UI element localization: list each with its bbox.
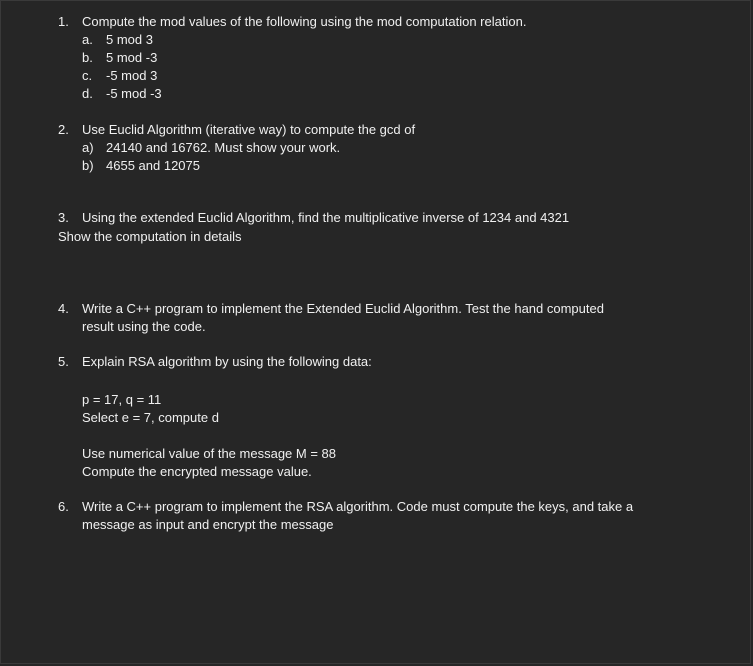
item-marker: b) xyxy=(82,158,94,173)
question-text: Explain RSA algorithm by using the following data: xyxy=(82,354,372,369)
item-text: 24140 and 16762. Must show your work. xyxy=(106,140,341,155)
item-marker: b. xyxy=(82,50,93,65)
item-text: -5 mod 3 xyxy=(106,68,158,83)
question-text: Write a C++ program to implement the Extended Euclid Algorithm. Test the hand computed xyxy=(82,301,604,316)
question-text-continued: message as input and encrypt the message xyxy=(82,517,334,532)
question-text-continued: result using the code. xyxy=(82,319,206,334)
question-number: 2. xyxy=(58,122,69,137)
question-number: 5. xyxy=(58,354,69,369)
question-text: Using the extended Euclid Algorithm, find the multiplicative inverse of 1234 and 4321 xyxy=(82,210,570,225)
item-text: -5 mod -3 xyxy=(106,86,162,101)
question-number: 4. xyxy=(58,301,69,316)
given-values: p = 17, q = 11 xyxy=(82,392,162,407)
question-text-continued: Show the computation in details xyxy=(58,229,242,244)
item-marker: a) xyxy=(82,140,94,155)
item-marker: a. xyxy=(82,32,93,47)
question-number: 6. xyxy=(58,499,69,514)
question-number: 3. xyxy=(58,210,69,225)
given-instruction: Select e = 7, compute d xyxy=(82,410,219,425)
question-number: 1. xyxy=(58,14,69,29)
item-text: 4655 and 12075 xyxy=(106,158,200,173)
encrypt-instruction: Compute the encrypted message value. xyxy=(82,464,312,479)
item-text: 5 mod 3 xyxy=(106,32,153,47)
question-text: Write a C++ program to implement the RSA algorithm. Code must compute the keys, and take a xyxy=(82,499,634,514)
item-text: 5 mod -3 xyxy=(106,50,158,65)
message-value: Use numerical value of the message M = 88 xyxy=(82,446,336,461)
item-marker: d. xyxy=(82,86,93,101)
item-marker: c. xyxy=(82,68,93,83)
question-text: Use Euclid Algorithm (iterative way) to compute the gcd of xyxy=(82,122,416,137)
question-text: Compute the mod values of the following using the mod computation relation. xyxy=(82,14,527,29)
